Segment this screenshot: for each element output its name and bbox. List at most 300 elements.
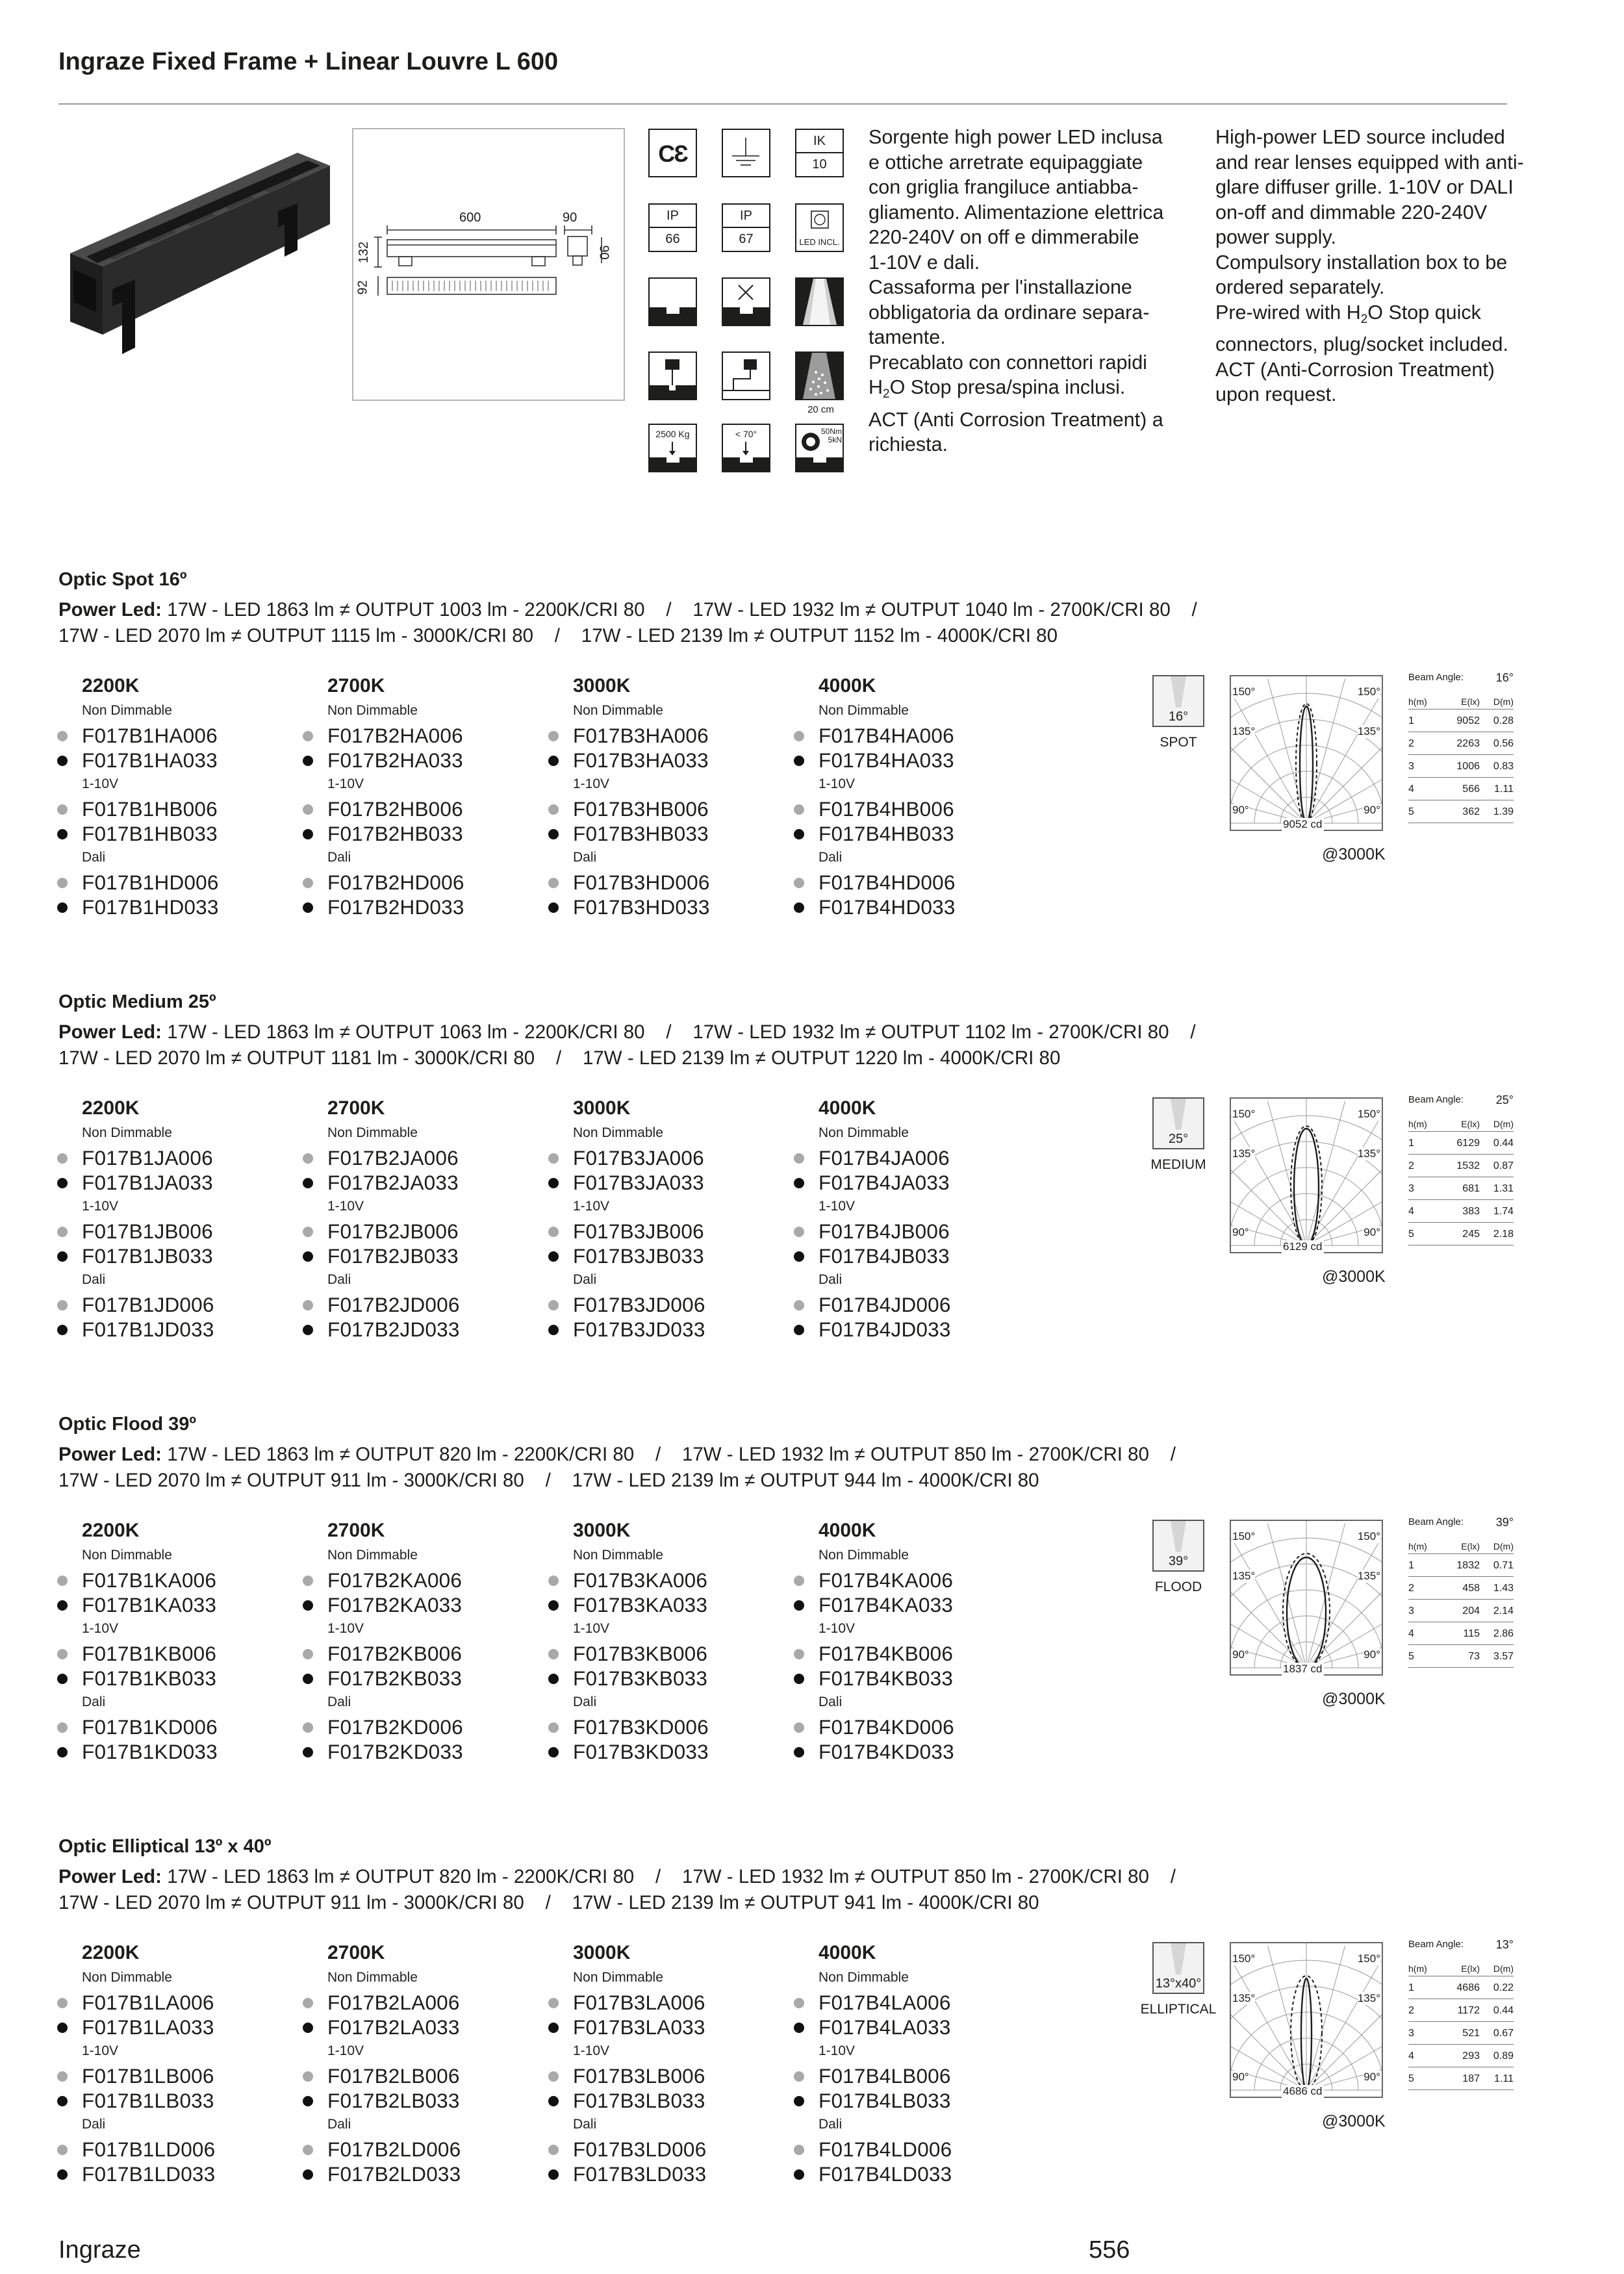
grey-finish-dot [794,804,804,815]
product-code: F017B3HB006 [548,797,782,821]
control-type-label: 1-10V [82,2043,119,2058]
code-column [794,1940,1028,2186]
grey-finish-dot [303,1722,313,1733]
control-type-label: Dali [573,850,597,865]
angle-label: 150° [1357,685,1380,698]
illuminance-table [1408,1934,1514,2090]
installation-icon [648,351,697,400]
product-code: F017B3JB006 [548,1219,782,1244]
recessed-ground-icon [648,277,697,326]
code-column [794,1095,1028,1342]
table-row: 4 566 1.11 [1408,778,1514,800]
no-cover-icon [722,277,770,326]
product-code: F017B4KB006 [794,1641,1028,1666]
table-row: 4 383 1.74 [1408,1200,1514,1223]
code-column [57,673,291,919]
black-finish-dot [794,902,804,913]
product-code: F017B3KB006 [548,1641,782,1666]
product-code: F017B3HD033 [548,895,782,919]
code-column [548,673,782,919]
product-code: F017B1LB006 [57,2063,291,2088]
control-type-label: Non Dimmable [818,1970,909,1985]
product-code: F017B4LA006 [794,1990,1028,2015]
grey-finish-dot [57,1153,68,1164]
control-type-label: Dali [818,2117,843,2132]
black-finish-dot [57,1178,68,1188]
product-code: F017B1JB006 [57,1219,291,1244]
grey-finish-dot [57,1649,68,1659]
product-code: F017B1LD006 [57,2137,291,2162]
power-line-1: 17W - LED 1863 lm ≠ OUTPUT 820 lm - 2200K/CRI 80 / 17W - LED 1932 lm ≠ OUTPUT 850 lm - 2700K/CRI 80 / [162,1444,1176,1465]
dim-height: 132 [357,241,372,264]
product-code: F017B4KD006 [794,1715,1028,1739]
product-code: F017B1KD033 [57,1739,291,1764]
product-code: F017B2JB006 [303,1219,537,1244]
black-finish-dot [794,1747,804,1757]
power-led-label: Power Led: [58,1866,162,1887]
angle-label: 150° [1232,1108,1256,1120]
black-finish-dot [794,2096,804,2106]
wiring-icon [722,351,770,400]
code-column [303,673,537,919]
table-row: 3 1006 0.83 [1408,755,1514,778]
color-temperature: 3000K [573,1520,631,1541]
code-column [57,1095,291,1342]
control-type-label: Non Dimmable [82,1548,172,1563]
reference-cct: @3000K [1322,1690,1386,1708]
color-temperature: 2200K [82,675,140,696]
black-finish-dot [57,2023,68,2033]
product-code: F017B2KA033 [303,1592,537,1617]
black-finish-dot [548,829,559,839]
product-code: F017B3HA006 [548,723,782,748]
section-title: Optic Flood 39º [58,1414,196,1435]
product-code: F017B1LD033 [57,2162,291,2186]
reference-cct: @3000K [1322,845,1386,863]
black-finish-dot [303,1674,313,1684]
code-column [548,1518,782,1764]
control-type-label: Non Dimmable [327,1125,418,1140]
black-finish-dot [303,1178,313,1188]
table-row: 1 6129 0.44 [1408,1132,1514,1155]
beam-angle-icon: 39° [1152,1520,1204,1572]
product-code: F017B2KB006 [303,1641,537,1666]
black-finish-dot [794,2169,804,2180]
black-finish-dot [794,1600,804,1611]
color-temperature: 4000K [818,1942,876,1963]
power-led-specs [58,1864,1176,1916]
polar-diagram [1230,1520,1383,1676]
grey-finish-dot [548,878,559,888]
product-code: F017B3KA033 [548,1592,782,1617]
power-led-specs [58,1442,1176,1494]
grey-finish-dot [303,878,313,888]
power-line-1: 17W - LED 1863 lm ≠ OUTPUT 1003 lm - 2200K/CRI 80 / 17W - LED 1932 lm ≠ OUTPUT 1040 lm - 2700K/CRI 80 / [162,599,1197,620]
polar-diagram [1230,675,1383,831]
product-code: F017B3KD033 [548,1739,782,1764]
grey-finish-dot [548,2071,559,2082]
control-type-label: Dali [82,2117,106,2132]
code-column [548,1095,782,1342]
control-type-label: Dali [818,1272,843,1287]
color-temperature: 2700K [327,1520,385,1541]
beam-angle-row: Beam Angle: 39° [1408,1516,1514,1529]
product-code: F017B2KD006 [303,1715,537,1739]
black-finish-dot [303,2023,313,2033]
grey-finish-dot [548,1649,559,1659]
product-code: F017B2JA033 [303,1170,537,1195]
product-code: F017B2HD033 [303,895,537,919]
table-row: 2 1532 0.87 [1408,1155,1514,1177]
illuminance-table [1408,667,1514,823]
product-code: F017B3HA033 [548,748,782,773]
product-code: F017B1HD033 [57,895,291,919]
control-type-label: 1-10V [573,1621,610,1636]
product-code: F017B1HD006 [57,870,291,895]
product-code: F017B1JA033 [57,1170,291,1195]
angle-label: 135° [1357,1992,1380,2004]
product-code: F017B4KA033 [794,1592,1028,1617]
grey-finish-dot [303,1300,313,1310]
ce-icon: CƐ [648,129,697,177]
control-type-label: Dali [82,1694,106,1709]
control-type-label: Dali [327,1694,351,1709]
black-finish-dot [548,1251,559,1262]
control-type-label: Dali [573,2117,597,2132]
grey-finish-dot [57,1576,68,1586]
product-code: F017B3KD006 [548,1715,782,1739]
candela-value: 9052 cd [1283,818,1323,830]
product-code: F017B1JD006 [57,1292,291,1317]
product-code: F017B3JA006 [548,1145,782,1170]
power-led-specs [58,1019,1196,1071]
power-line-1: 17W - LED 1863 lm ≠ OUTPUT 1063 lm - 2200K/CRI 80 / 17W - LED 1932 lm ≠ OUTPUT 1102 lm - 2700K/CRI 80 / [162,1021,1196,1043]
product-code: F017B4KA006 [794,1568,1028,1592]
polar-diagram [1230,1942,1383,2098]
table-row: 3 521 0.67 [1408,2022,1514,2045]
control-type-label: 1-10V [327,1199,364,1214]
code-column [794,1518,1028,1764]
grey-finish-dot [57,1998,68,2008]
black-finish-dot [548,1325,559,1335]
grey-finish-dot [794,1649,804,1659]
product-code: F017B2JB033 [303,1244,537,1268]
product-code: F017B2JD006 [303,1292,537,1317]
black-finish-dot [548,902,559,913]
control-type-label: Non Dimmable [327,1548,418,1563]
illuminance-table [1408,1089,1514,1246]
product-code: F017B2JA006 [303,1145,537,1170]
product-code: F017B1JD033 [57,1317,291,1342]
tilt-angle-icon: < 70° [722,424,770,472]
ground-icon [722,129,770,177]
black-finish-dot [57,1325,68,1335]
reference-cct: @3000K [1322,1268,1386,1286]
grey-finish-dot [794,731,804,741]
black-finish-dot [794,1674,804,1684]
product-code: F017B2HB006 [303,797,537,821]
black-finish-dot [794,2023,804,2033]
black-finish-dot [303,1747,313,1757]
black-finish-dot [303,756,313,766]
beam-type: ELLIPTICAL [1140,2002,1217,2017]
product-code: F017B3HB033 [548,821,782,846]
angle-label: 90° [1232,1226,1249,1238]
ip66-icon: IP 66 [648,203,697,252]
grey-finish-dot [548,2145,559,2155]
product-code: F017B1HA033 [57,748,291,773]
product-code: F017B3LD006 [548,2137,782,2162]
black-finish-dot [548,1674,559,1684]
angle-label: 150° [1232,685,1256,698]
section-title: Optic Medium 25º [58,991,216,1012]
angle-label: 135° [1232,1147,1256,1160]
product-code: F017B3JD033 [548,1317,782,1342]
beam-angle-icon: 13°x40° [1152,1942,1204,1994]
black-finish-dot [794,1251,804,1262]
control-type-label: Dali [327,1272,351,1287]
grey-finish-dot [548,1576,559,1586]
load-icon: 2500 Kg [648,424,697,472]
product-code: F017B4JA006 [794,1145,1028,1170]
grey-finish-dot [303,1649,313,1659]
control-type-label: 1-10V [573,2043,610,2058]
control-type-label: Dali [573,1694,597,1709]
beam-angle-row: Beam Angle: 25° [1408,1093,1514,1106]
power-line-2: 17W - LED 2070 lm ≠ OUTPUT 1181 lm - 3000K/CRI 80 / 17W - LED 2139 lm ≠ OUTPUT 1220 lm - 4000K/CRI 80 [58,1047,1061,1069]
grey-finish-dot [794,1227,804,1237]
grey-finish-dot [548,731,559,741]
grey-finish-dot [303,1227,313,1237]
code-column [303,1095,537,1342]
dim-width: 90 [563,211,577,225]
control-type-label: Dali [82,850,106,865]
product-code: F017B4HB006 [794,797,1028,821]
product-code: F017B2LD033 [303,2162,537,2186]
product-code: F017B1LB033 [57,2088,291,2113]
product-code: F017B1JA006 [57,1145,291,1170]
product-code: F017B4HA006 [794,723,1028,748]
grey-finish-dot [303,1153,313,1164]
beam-angle-row: Beam Angle: 13° [1408,1938,1514,1951]
black-finish-dot [303,902,313,913]
product-code: F017B4LD006 [794,2137,1028,2162]
angle-label: 90° [1232,2071,1249,2083]
product-photo [57,146,343,367]
black-finish-dot [794,1178,804,1188]
grey-finish-dot [303,2071,313,2082]
angle-label: 150° [1357,1952,1380,1965]
grey-finish-dot [57,804,68,815]
table-row: 2 1172 0.44 [1408,1999,1514,2022]
black-finish-dot [794,1325,804,1335]
grey-finish-dot [548,1227,559,1237]
product-code: F017B3LB006 [548,2063,782,2088]
control-type-label: 1-10V [82,1621,119,1636]
black-finish-dot [548,1600,559,1611]
angle-label: 90° [1364,1648,1380,1661]
control-type-label: 1-10V [573,776,610,791]
product-code: F017B4HA033 [794,748,1028,773]
table-row: 4 115 2.86 [1408,1622,1514,1645]
product-code: F017B1KB033 [57,1666,291,1691]
beam-type: SPOT [1160,735,1197,750]
color-temperature: 3000K [573,1097,631,1119]
candela-value: 6129 cd [1283,1240,1323,1253]
product-code: F017B2HA033 [303,748,537,773]
grey-finish-dot [548,1300,559,1310]
description-italian: Sorgente high power LED inclusa e ottiche arretrate equipaggiate con griglia frangiluce antiabba- gliamento. Alimentazione elettrica 220-240V on off e dimmerabile 1-10V e dali. Cassaforma per l'installazione obbligatoria da ordinare separa- tamente. Precablato con connettori rapidi $H_2O$ Stop presa/spina inclusi. ACT (Anti Corrosion Treatment) a richiesta. [869,126,1164,455]
black-finish-dot [303,829,313,839]
product-code: F017B3LD033 [548,2162,782,2186]
beam-type: FLOOD [1154,1579,1202,1594]
table-row: 2 2263 0.56 [1408,732,1514,755]
angle-label: 90° [1232,804,1249,816]
black-finish-dot [303,2096,313,2106]
page-number: 556 [1089,2236,1130,2264]
light-beam-icon [795,277,844,326]
power-line-2: 17W - LED 2070 lm ≠ OUTPUT 1115 lm - 3000K/CRI 80 / 17W - LED 2139 lm ≠ OUTPUT 1152 lm - 4000K/CRI 80 [58,625,1058,646]
dim-side: 90 [596,245,611,260]
product-code: F017B4JB006 [794,1219,1028,1244]
black-finish-dot [548,2169,559,2180]
reference-cct: @3000K [1322,2112,1386,2130]
black-finish-dot [303,1251,313,1262]
control-type-label: Non Dimmable [327,1970,418,1985]
grey-finish-dot [548,1998,559,2008]
table-row: 1 9052 0.28 [1408,709,1514,732]
color-temperature: 2700K [327,675,385,696]
grey-finish-dot [303,1998,313,2008]
black-finish-dot [57,756,68,766]
grey-finish-dot [303,804,313,815]
glare-distance-icon [795,351,844,400]
ik-rating-icon: IK 10 [795,129,844,177]
product-code: F017B3HD006 [548,870,782,895]
product-code: F017B1KA033 [57,1592,291,1617]
control-type-label: Non Dimmable [573,1548,663,1563]
product-code: F017B1JB033 [57,1244,291,1268]
beam-angle-icon: 25° [1152,1097,1204,1149]
product-code: F017B4JD033 [794,1317,1028,1342]
table-row: 5 73 3.57 [1408,1645,1514,1668]
black-finish-dot [57,1600,68,1611]
angle-label: 135° [1232,1992,1256,2004]
product-code: F017B2HA006 [303,723,537,748]
product-code: F017B4KD033 [794,1739,1028,1764]
grey-finish-dot [57,1227,68,1237]
angle-label: 135° [1357,1570,1380,1582]
grey-finish-dot [57,731,68,741]
grey-finish-dot [794,1300,804,1310]
black-finish-dot [548,1178,559,1188]
polar-diagram [1230,1097,1383,1253]
control-type-label: Dali [573,1272,597,1287]
product-code: F017B1HB006 [57,797,291,821]
beam-angle-row: Beam Angle: 16° [1408,671,1514,684]
black-finish-dot [794,756,804,766]
black-finish-dot [303,2169,313,2180]
grey-finish-dot [57,1722,68,1733]
black-finish-dot [548,1747,559,1757]
code-column [303,1518,537,1764]
grey-finish-dot [303,2145,313,2155]
product-code: F017B4LD033 [794,2162,1028,2186]
dim-side2: 92 [355,280,370,295]
table-row: 5 362 1.39 [1408,800,1514,823]
black-finish-dot [794,829,804,839]
section-title: Optic Elliptical 13º x 40º [58,1836,272,1857]
control-type-label: Non Dimmable [818,1548,909,1563]
product-code: F017B3KA006 [548,1568,782,1592]
product-code: F017B4LB033 [794,2088,1028,2113]
footer-brand: Ingraze [58,2236,141,2264]
product-code: F017B2LA006 [303,1990,537,2015]
product-code: F017B2JD033 [303,1317,537,1342]
color-temperature: 4000K [818,1520,876,1541]
control-type-label: Non Dimmable [818,703,909,718]
color-temperature: 3000K [573,1942,631,1963]
color-temperature: 2200K [82,1097,140,1119]
section-title: Optic Spot 16º [58,569,187,590]
product-code: F017B3JB033 [548,1244,782,1268]
grey-finish-dot [794,2071,804,2082]
black-finish-dot [303,1600,313,1611]
product-code: F017B1KB006 [57,1641,291,1666]
grey-finish-dot [794,1153,804,1164]
table-row: 5 187 1.11 [1408,2067,1514,2090]
product-code: F017B3LA033 [548,2015,782,2039]
grey-finish-dot [548,1722,559,1733]
product-code: F017B1HA006 [57,723,291,748]
led-included-icon: LED INCL. [795,203,844,252]
control-type-label: Dali [818,1694,843,1709]
power-led-label: Power Led: [58,599,162,620]
grey-finish-dot [303,731,313,741]
color-temperature: 2200K [82,1942,140,1963]
power-led-label: Power Led: [58,1444,162,1465]
angle-label: 135° [1232,725,1256,737]
product-code: F017B3JD006 [548,1292,782,1317]
torque-icon: 50Nm 5kN [795,424,844,472]
grey-finish-dot [794,2145,804,2155]
code-column [57,1518,291,1764]
angle-label: 135° [1232,1570,1256,1582]
angle-label: 150° [1232,1530,1256,1542]
product-code: F017B1LA006 [57,1990,291,2015]
power-line-1: 17W - LED 1863 lm ≠ OUTPUT 820 lm - 2200K/CRI 80 / 17W - LED 1932 lm ≠ OUTPUT 850 lm - 2700K/CRI 80 / [162,1866,1176,1887]
black-finish-dot [57,1674,68,1684]
product-code: F017B4LA033 [794,2015,1028,2039]
table-header: h(m) E(lx) D(m) [1408,1111,1514,1132]
black-finish-dot [57,829,68,839]
beam-angle-icon: 16° [1152,675,1204,727]
black-finish-dot [57,2169,68,2180]
control-type-label: 1-10V [818,1621,856,1636]
product-code: F017B4HD006 [794,870,1028,895]
code-column [303,1940,537,2186]
control-type-label: Non Dimmable [573,1125,663,1140]
grey-finish-dot [794,1722,804,1733]
control-type-label: 1-10V [327,1621,364,1636]
color-temperature: 2200K [82,1520,140,1541]
control-type-label: 1-10V [818,2043,856,2058]
grey-finish-dot [57,878,68,888]
table-row: 2 458 1.43 [1408,1577,1514,1600]
control-type-label: Non Dimmable [573,703,663,718]
black-finish-dot [303,1325,313,1335]
color-temperature: 4000K [818,675,876,696]
